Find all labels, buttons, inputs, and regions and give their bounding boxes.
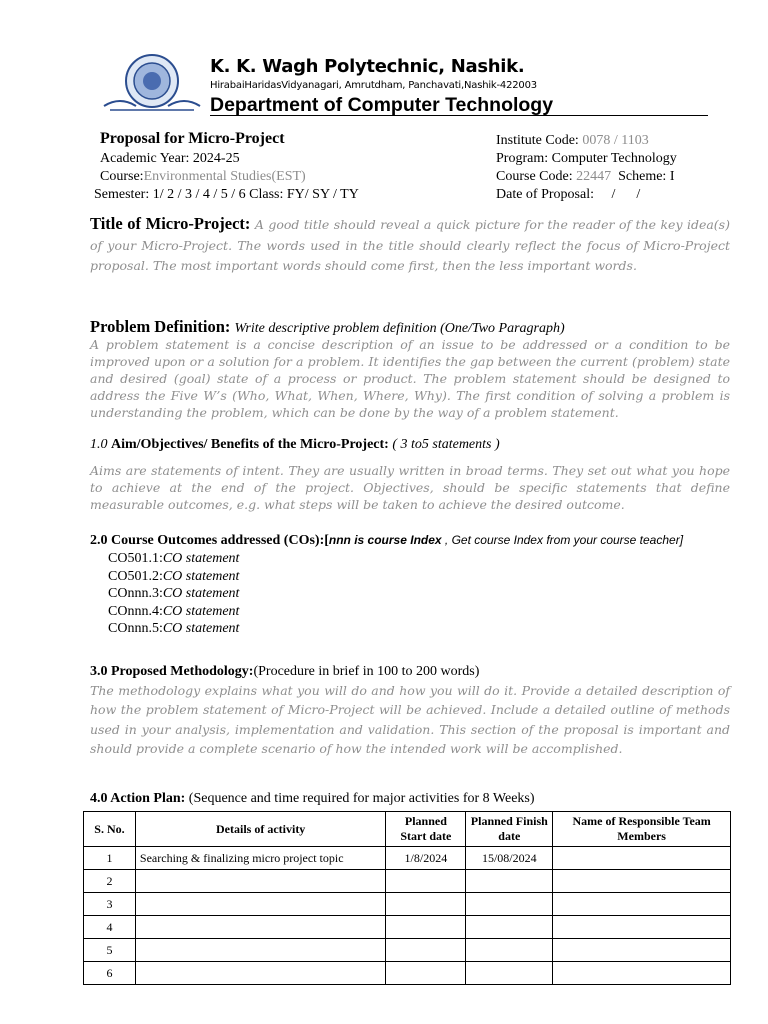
cell-members [553,916,731,939]
outcome-item: COnnn.5:CO statement [108,621,240,637]
table-row [84,916,731,939]
proposal-heading: Proposal for Micro-Project [100,130,285,147]
aims-heading [90,437,500,453]
action-plan-heading [90,791,535,807]
aims-note: ( 3 to5 statements ) [392,437,500,452]
course-line [100,168,306,186]
cell-finish [466,916,553,939]
institute-code-line [496,132,649,150]
outcomes-list [108,550,239,638]
methodology-label: 3.0 Proposed Methodology: [90,664,254,679]
date-of-proposal: Date of Proposal: / / [496,187,641,202]
cell-members [553,847,731,870]
col-header-finish: Planned Finish date [466,812,553,847]
cell-sno: 2 [84,870,136,893]
cell-sno: 4 [84,916,136,939]
action-plan-note: (Sequence and time required for major activities for 8 Weeks) [188,791,535,806]
outcome-item: CO501.2:CO statement [108,568,240,584]
cell-activity [135,916,385,939]
cell-members [553,962,731,985]
cell-sno: 3 [84,893,136,916]
problem-label: Problem Definition: [90,317,231,336]
action-plan-label: 4.0 Action Plan: [90,791,186,806]
aims-number: 1.0 [90,437,108,452]
outcomes-note-bold: nnn is course Index [328,533,442,547]
college-seal-icon [100,52,204,114]
cell-start [386,939,466,962]
title-section [90,214,730,277]
outcomes-label: 2.0 Course Outcomes addressed (COs):[ [90,533,329,548]
academic-year: Academic Year: 2024-25 [100,151,240,166]
cell-start [386,893,466,916]
course-value: Environmental Studies(EST) [143,169,306,184]
cell-finish [466,893,553,916]
col-header-sno: S. No. [84,812,136,847]
outcome-item: CO501.1:CO statement [108,551,240,566]
cell-start [386,870,466,893]
institute-code-label: Institute Code: [496,133,583,148]
header-divider [210,115,708,116]
action-plan-table [83,811,731,985]
cell-activity [135,893,385,916]
outcome-item: COnnn.4:CO statement [108,603,240,619]
table-row [84,870,731,893]
cell-finish [466,870,553,893]
institute-code-value: 0078 / 1103 [582,133,649,148]
cell-finish [466,939,553,962]
table-row [84,893,731,916]
course-code-value: 22447 [576,169,612,184]
aims-guidance: Aims are statements of intent. They are usually written in broad terms. They set out what you hope to achieve at the end of the project. Objectives, should be specific statements that define measurable outcomes, e.g. what steps will be taken to achieve the desired outcome. [90,463,730,512]
aims-label: Aim/Objectives/ Benefits of the Micro-Project: [111,437,389,452]
table-row [84,847,731,870]
cell-members [553,893,731,916]
institute-address: HirabaiHaridasVidyanagari, Amrutdham, Panchavati,Nashik-422003 [210,80,537,91]
semester-class-line: Semester: 1/ 2 / 3 / 4 / 5 / 6 Class: FY/ SY / TY [94,187,359,202]
cell-members [553,939,731,962]
col-header-start: Planned Start date [386,812,466,847]
scheme: Scheme: I [618,169,675,184]
department-name: Department of Computer Technology [210,94,554,116]
outcome-item: COnnn.3:CO statement [108,586,240,602]
course-label: Course: [100,169,144,184]
col-header-activity: Details of activity [135,812,385,847]
table-header-row [84,812,731,847]
outcomes-heading [90,533,683,549]
outcomes-note: , Get course Index from your course teacher] [441,533,684,547]
title-label: Title of Micro-Project: [90,214,251,233]
methodology-guidance: The methodology explains what you will do and how you will do it. Provide a detailed description of how the problem statement of Micro-Project will be achieved. Include a detailed outline of methods used in your analysis, implementation and validation. This section of the proposal is important and should provide a complete scenario of how the intended work will be accomplished. [90,683,730,756]
methodology-note: (Procedure in brief in 100 to 200 words) [253,664,480,679]
table-row [84,962,731,985]
problem-heading [90,317,565,337]
problem-subtitle: Write descriptive problem definition (One/Two Paragraph) [234,321,565,336]
cell-sno: 5 [84,939,136,962]
methodology-heading [90,664,479,680]
table-row [84,939,731,962]
cell-sno: 1 [84,847,136,870]
problem-guidance: A problem statement is a concise description of an issue to be addressed or a condition to be improved upon or a solution for a problem. It identifies the gap between the current (problem) state and desired (goal) state of a process or product. The problem statement should be designed to address the Five W’s (Who, What, When, Where, Why). The first condition of solving a problem is understanding the problem, which can be done by the way of a problem statement. [90,337,730,420]
cell-start [386,916,466,939]
cell-start: 1/8/2024 [386,847,466,870]
course-code-line [496,168,674,186]
cell-activity [135,939,385,962]
cell-finish [466,962,553,985]
col-header-members: Name of Responsible Team Members [553,812,731,847]
cell-finish: 15/08/2024 [466,847,553,870]
cell-members [553,870,731,893]
cell-activity [135,870,385,893]
cell-start [386,962,466,985]
cell-activity [135,962,385,985]
title-guidance: A good title should reveal a quick picture for the reader of the key idea(s) of your Micro-Project. The words used in the title should clearly reflect the focus of Micro-Project proposal. The most important words should come first, then the less important words. [90,217,730,273]
program-line: Program: Computer Technology [496,151,677,166]
cell-activity: Searching & finalizing micro project topic [135,847,385,870]
cell-sno: 6 [84,962,136,985]
course-code-label: Course Code: [496,169,577,184]
institute-name: K. K. Wagh Polytechnic, Nashik. [210,56,525,77]
